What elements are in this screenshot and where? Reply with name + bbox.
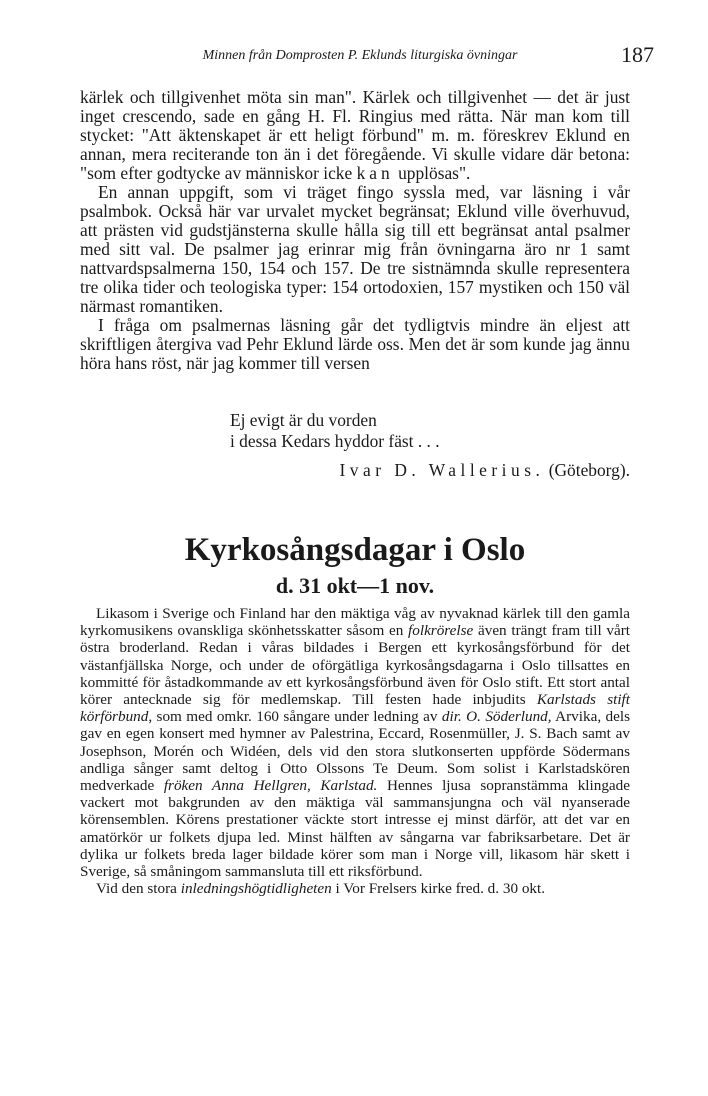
- article-title: Kyrkosångsdagar i Oslo: [184, 532, 526, 568]
- article-body: [80, 605, 630, 897]
- upper-text: [80, 88, 630, 373]
- paragraph-2: En annan uppgift, som vi träget fingo syssla med, var läsning i vår psalmbok. Också här var urvalet mycket begränsat; Eklund ville överhuvud, att prästen vid gudstjänsterna skulle hålla sig till ett begränsat antal psalmer med sitt val. De psalmer jag erinrar mig från övningarna äro nr 1 samt nattvardspsalmerna 150, 154 och 157. De tre sistnämnda skulle representera tre olika tider och teologiska typer: 154 ortodoxien, 157 mystiken och 150 väl närmast romantiken.: [80, 182, 630, 316]
- poem-line-1: Ej evigt är du vorden: [230, 410, 377, 430]
- page-number: 187: [621, 42, 654, 67]
- article-date: d. 31 okt—1 nov.: [275, 573, 435, 598]
- poem-line-2: i dessa Kedars hyddor fäst . . .: [230, 431, 440, 451]
- author-name: Ivar D. Wallerius.: [339, 460, 545, 480]
- running-head: Minnen från Domprosten P. Eklunds liturgiska övningar: [202, 48, 518, 63]
- poem-quote: [230, 410, 630, 452]
- paragraph-1: kärlek och tillgivenhet möta sin man". Kärlek och tillgivenhet — det är just inget crescendo, sade en gång H. Fl. Ringius med rätta. När man kom till stycket: "Att äktenskapet är ett heligt förbund" m. m. föreskrev Eklund en annan, mera reciterande ton än i det föregående. Vi skulle vidare där betona: "som efter godtycke av människor icke kan upplösas".: [80, 87, 630, 183]
- spaced-word: kan: [356, 163, 394, 183]
- article-paragraph-2: Vid den stora inledningshögtidligheten i Vor Frelsers kirke fred. d. 30 okt.: [96, 880, 546, 898]
- paragraph-3: I fråga om psalmernas läsning går det tydligtvis mindre än eljest att skriftligen återgiva vad Pehr Eklund lärde oss. Men det är som kunde jag ännu höra hans röst, när jag kommer till versen: [80, 315, 630, 373]
- article-paragraph-1: Likasom i Sverige och Finland har den mäktiga våg av nyvaknad kärlek till den gamla kyrkomusikens ovanskliga skönhetsskatter såsom en folkrörelse även trängt fram till vårt östra broderland. Redan i våras bildades i Bergen ett kyrkosångsförbund för det västanfjällska Norge, och under de oförgätliga kyrkosångsdagarna i Oslo tillsattes en kommitté för åstadkommande av ett kyrkosångsförbund även för Oslo stift. Ett stort antal körer antecknade sig för medlemskap. Till festen hade inbjudits Karlstads stift körförbund, som med omkr. 160 sångare under ledning av dir. O. Söderlund, Arvika, dels gav en egen konsert med hymner av Palestrina, Eccard, Rosenmüller, J. S. Bach samt av Josephson, Morén och Widéen, dels vid den stora slutkonserten uppförde Södermans andliga sånger samt deltog i Otto Olssons Te Deum. Som solist i Karlstadskören medverkade fröken Anna Hellgren, Karlstad. Hennes ljusa sopranstämma klingade vackert mot bakgrunden av den mäktiga väl sammansjungna och väl nyanserade körensemblen. Körens prestationer väckte stort intresse ej minst därför, att det var en amatörkör ur folkets djupa led. Minst hälften av sångarna var fabriksarbetare. Det är dylika ur folkets breda lager bildade körer som man i Norge vill, likasom här skett i Sverige, så småningom sammansluta till ett riksförbund.: [80, 605, 631, 881]
- author-signature: [80, 460, 630, 481]
- author-place: (Göteborg).: [548, 460, 630, 480]
